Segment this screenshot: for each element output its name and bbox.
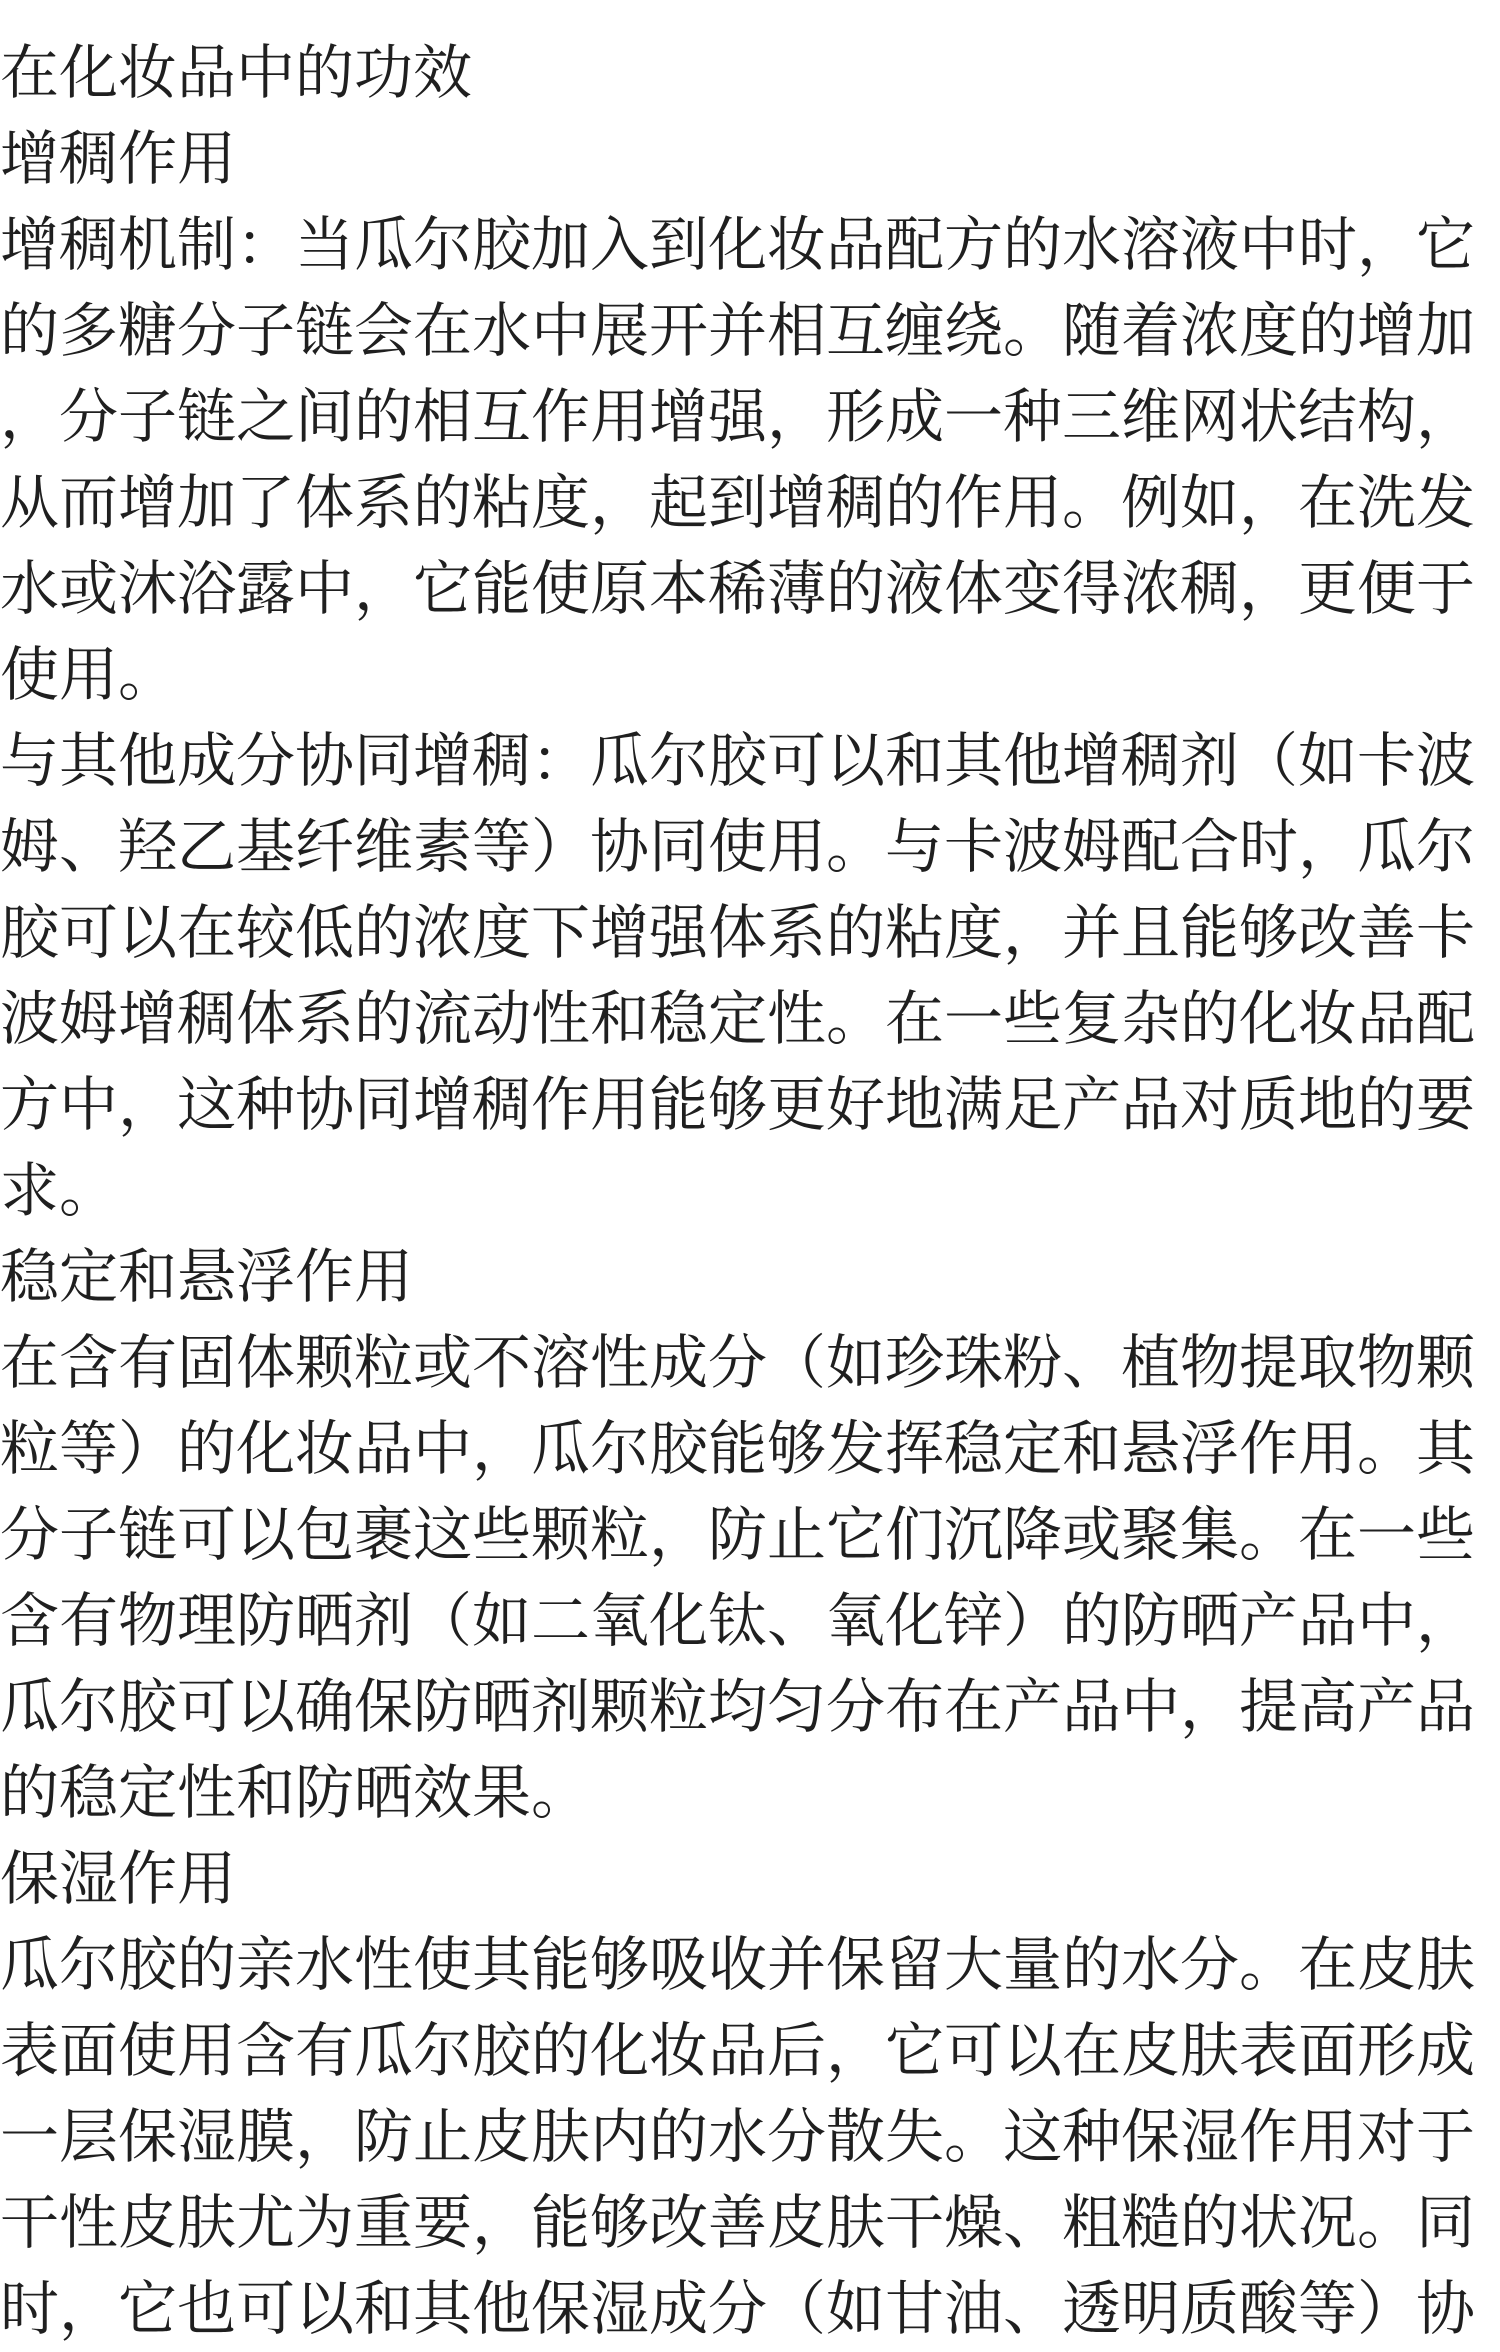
paragraph-line: 的多糖分子链会在水中展开并相互缠绕。随着浓度的增加 [0, 296, 1476, 365]
paragraph-line: 姆、羟乙基纤维素等）协同使用。与卡波姆配合时，瓜尔 [0, 812, 1476, 881]
subheading-thickening: 增稠作用 [0, 124, 237, 193]
paragraph-line: 方中，这种协同增稠作用能够更好地满足产品对质地的要 [0, 1070, 1476, 1139]
paragraph-line: 分子链可以包裹这些颗粒，防止它们沉降或聚集。在一些 [0, 1500, 1476, 1569]
paragraph-line: 含有物理防晒剂（如二氧化钛、氧化锌）的防晒产品中， [0, 1586, 1476, 1655]
paragraph-line: 瓜尔胶的亲水性使其能够吸收并保留大量的水分。在皮肤 [0, 1930, 1476, 1999]
paragraph-line: 水或沐浴露中，它能使原本稀薄的液体变得浓稠，更便于 [0, 554, 1476, 623]
paragraph-line: 使用。 [0, 640, 178, 709]
paragraph-line: 在含有固体颗粒或不溶性成分（如珍珠粉、植物提取物颗 [0, 1328, 1476, 1397]
paragraph-line: ，分子链之间的相互作用增强，形成一种三维网状结构， [0, 382, 1476, 451]
subheading-stabilizing: 稳定和悬浮作用 [0, 1242, 414, 1311]
paragraph-line: 增稠机制：当瓜尔胶加入到化妆品配方的水溶液中时，它 [0, 210, 1476, 279]
paragraph-line: 一层保湿膜，防止皮肤内的水分散失。这种保湿作用对于 [0, 2102, 1476, 2171]
section-title: 在化妆品中的功效 [0, 38, 473, 107]
paragraph-line: 干性皮肤尤为重要，能够改善皮肤干燥、粗糙的状况。同 [0, 2188, 1476, 2257]
paragraph-line: 与其他成分协同增稠：瓜尔胶可以和其他增稠剂（如卡波 [0, 726, 1476, 795]
paragraph-line: 波姆增稠体系的流动性和稳定性。在一些复杂的化妆品配 [0, 984, 1476, 1053]
document-body [0, 30, 1476, 2352]
subheading-moisturizing: 保湿作用 [0, 1844, 237, 1913]
paragraph-line: 表面使用含有瓜尔胶的化妆品后，它可以在皮肤表面形成 [0, 2016, 1476, 2085]
paragraph-line: 粒等）的化妆品中，瓜尔胶能够发挥稳定和悬浮作用。其 [0, 1414, 1476, 1483]
paragraph-line: 从而增加了体系的粘度，起到增稠的作用。例如，在洗发 [0, 468, 1476, 537]
paragraph-line: 时，它也可以和其他保湿成分（如甘油、透明质酸等）协 [0, 2274, 1476, 2343]
paragraph-line: 求。 [0, 1156, 119, 1225]
paragraph-line: 瓜尔胶可以确保防晒剂颗粒均匀分布在产品中，提高产品 [0, 1672, 1476, 1741]
paragraph-line: 的稳定性和防晒效果。 [0, 1758, 591, 1827]
paragraph-line: 胶可以在较低的浓度下增强体系的粘度，并且能够改善卡 [0, 898, 1476, 967]
